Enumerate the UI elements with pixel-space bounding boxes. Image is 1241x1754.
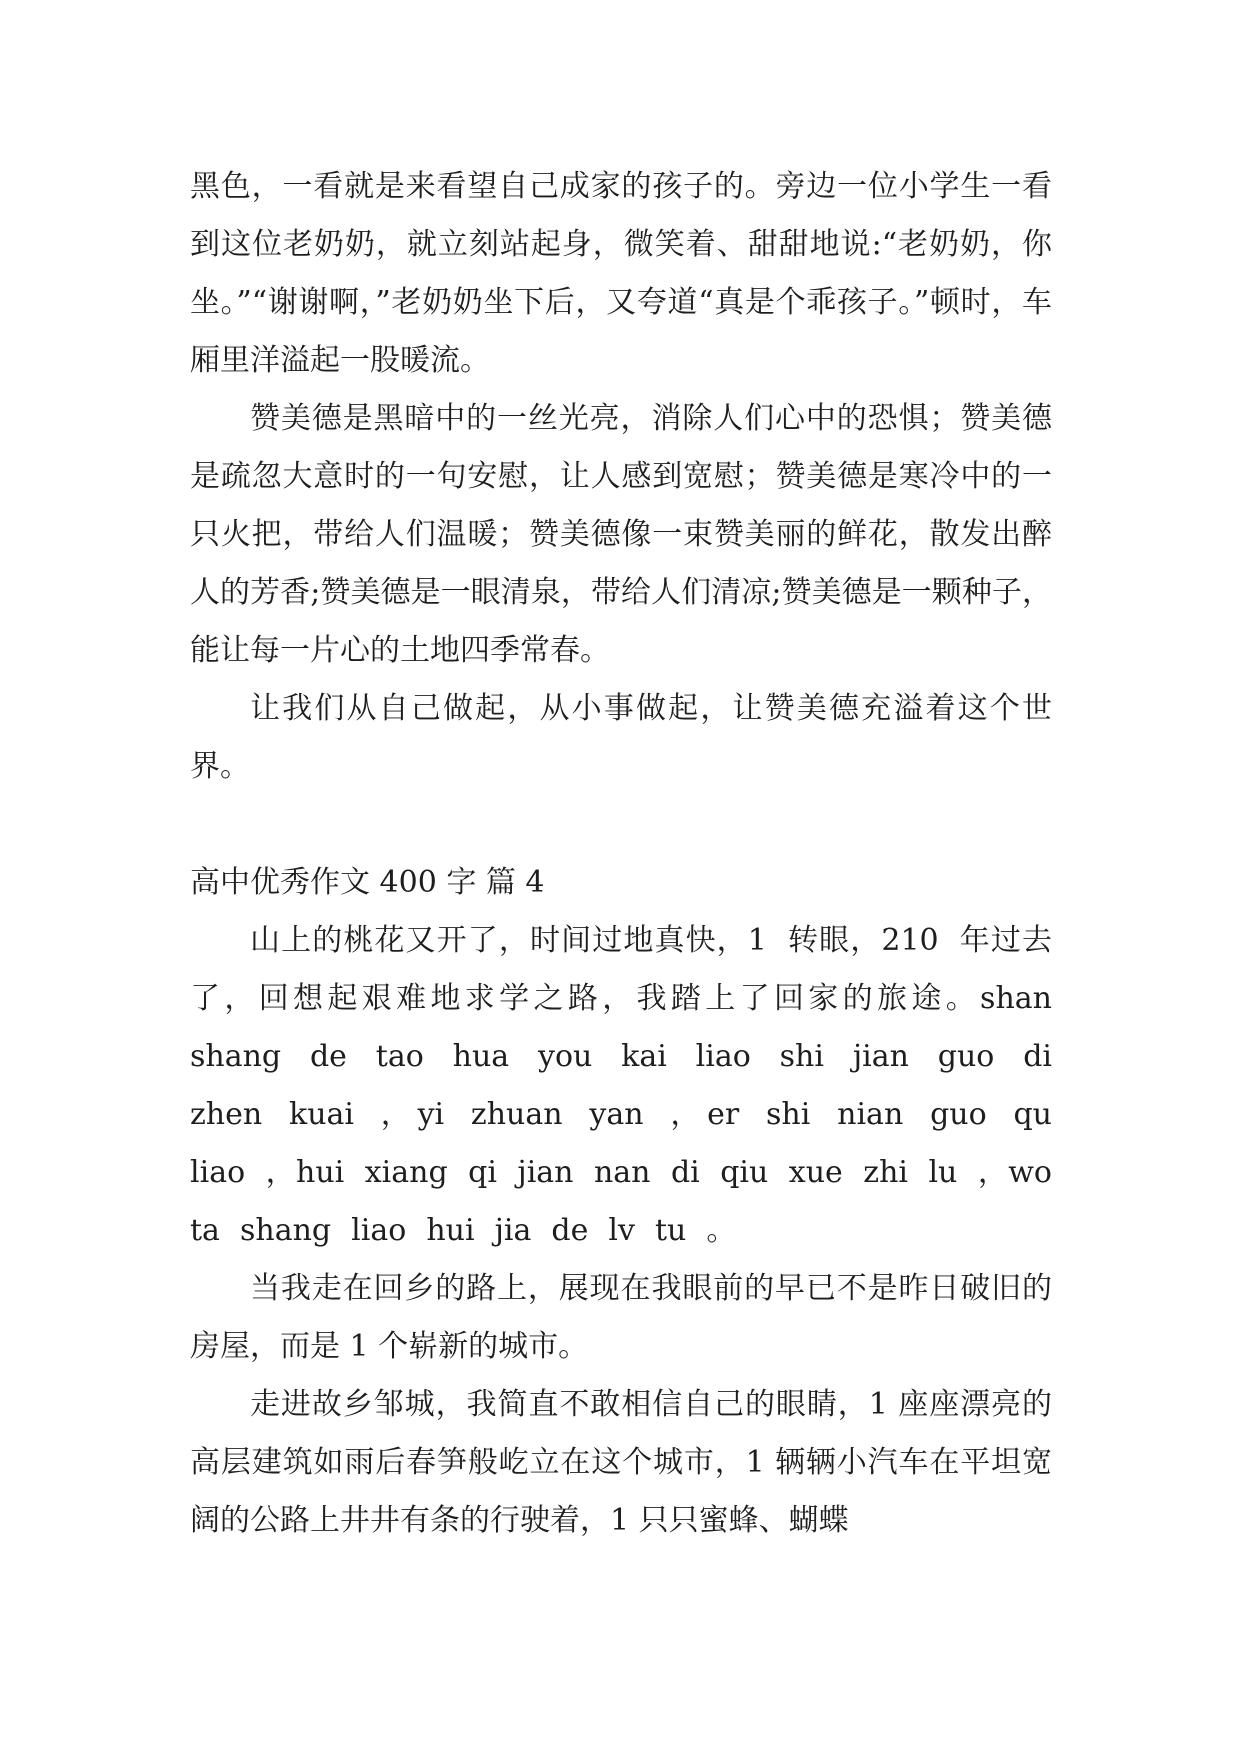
paragraph-way-home: 当我走在回乡的路上，展现在我眼前的早已不是昨日破旧的房屋，而是 1 个崭新的城市。	[190, 1271, 1052, 1364]
paragraph-praise-virtue: 赞美德是黑暗中的一丝光亮，消除人们心中的恐惧；赞美德是疏忽大意时的一句安慰，让人感到宽慰；赞美德是寒冷中的一只火把，带给人们温暖；赞美德像一束赞美丽的鲜花，散发出醉人的芳香;赞美德是一眼清泉，带给人们清凉;赞美德是一颗种子，能让每一片心的土地四季常春。	[190, 401, 1052, 668]
paragraph-conclusion: 让我们从自己做起，从小事做起，让赞美德充溢着这个世界。	[190, 691, 1052, 784]
section-heading: 高中优秀作文 400 字 篇 4	[190, 865, 545, 900]
document-page	[190, 158, 1052, 1550]
paragraph-hometown: 走进故乡邹城，我简直不敢相信自己的眼睛，1 座座漂亮的高层建筑如雨后春笋般屹立在这个城市，1 辆辆小汽车在平坦宽阔的公路上井井有条的行驶着，1 只只蜜蜂、蝴蝶	[190, 1387, 1052, 1538]
paragraph-peach-blossom: 山上的桃花又开了，时间过地真快，1 转眼，210 年过去了，回想起艰难地求学之路，我踏上了回家的旅途。shan shang de tao hua you kai liao shi jian guo di zhen kuai ，yi zhuan yan ，er shi nian guo qu liao ，hui xiang qi jian nan di qiu xue zhi lu ，wo ta shang liao hui jia de lv tu 。	[190, 923, 1052, 1248]
paragraph-continuation: 黑色，一看就是来看望自己成家的孩子的。旁边一位小学生一看到这位老奶奶，就立刻站起身，微笑着、甜甜地说:“老奶奶，你坐。”“谢谢啊，”老奶奶坐下后，又夸道“真是个乖孩子。”顿时，车厢里洋溢起一股暖流。	[190, 169, 1052, 378]
